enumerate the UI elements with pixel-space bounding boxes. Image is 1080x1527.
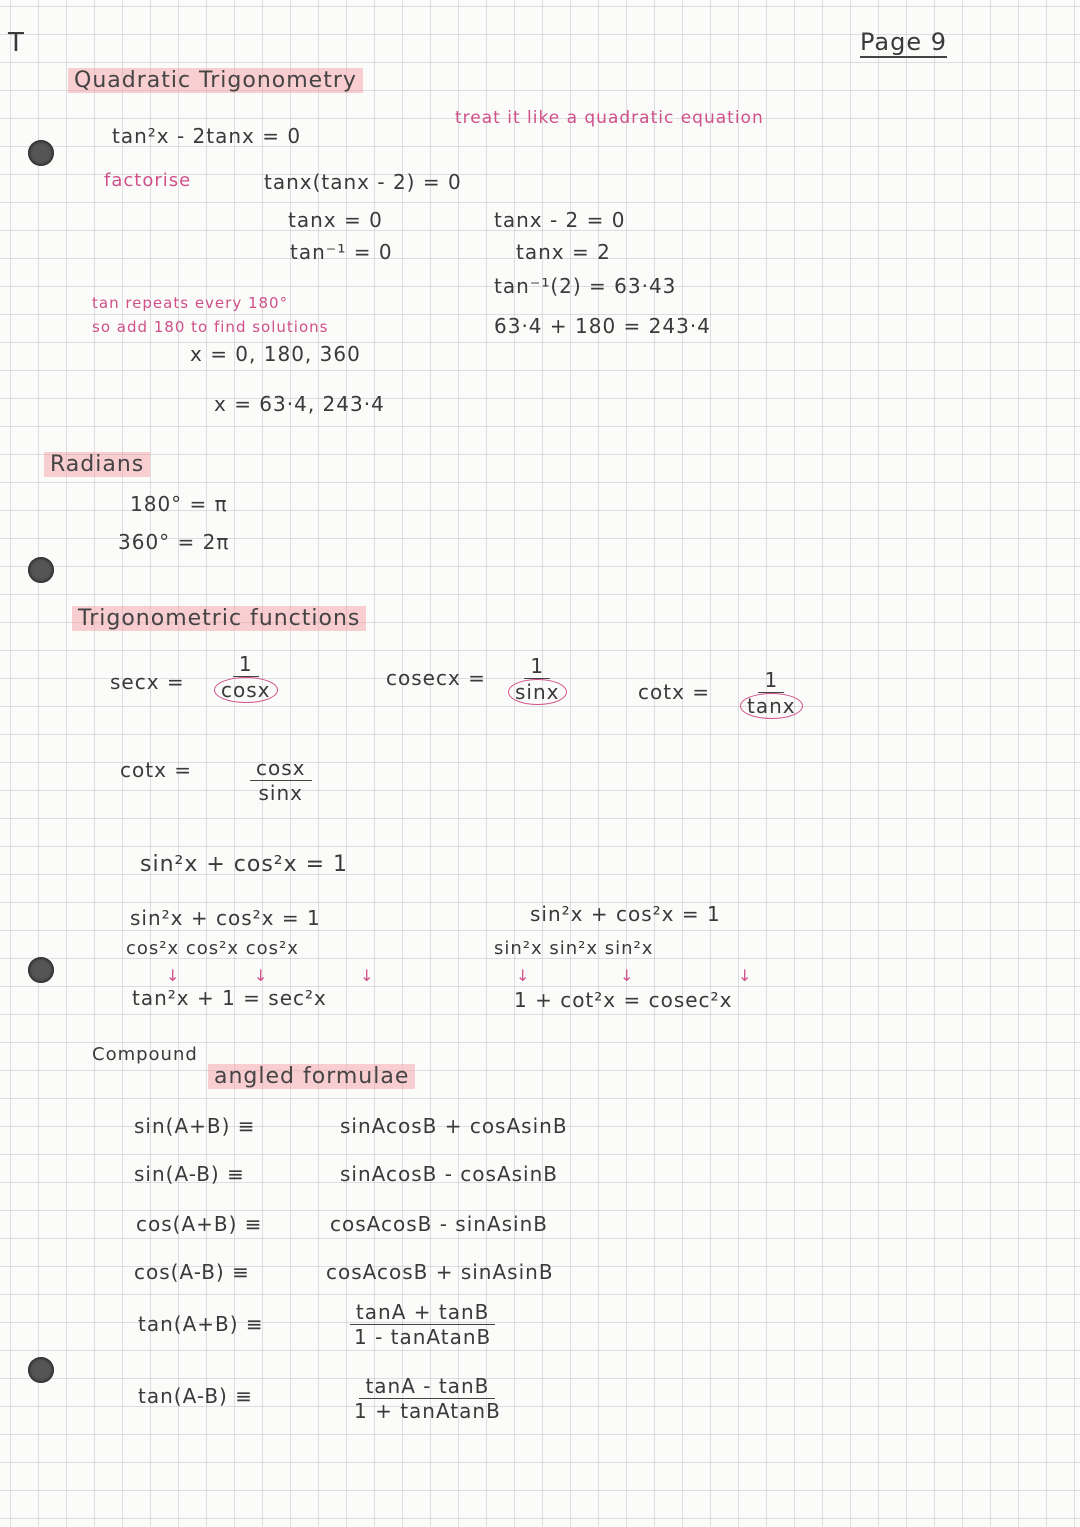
step-right: tanx = 2: [516, 240, 611, 264]
fraction-denominator: 1 + tanAtanB: [354, 1399, 501, 1423]
down-arrow-icon: ↓: [738, 966, 752, 985]
cot-definition-lhs: cotx =: [638, 680, 711, 704]
formula-lhs: tan(A+B) ≡: [138, 1312, 264, 1336]
compound-heading-word: Compound: [92, 1044, 198, 1065]
down-arrow-icon: ↓: [360, 966, 374, 985]
formula-lhs: sin(A-B) ≡: [134, 1162, 245, 1186]
sec-fraction: [214, 652, 278, 703]
fraction-denominator: 1 - tanAtanB: [354, 1325, 492, 1349]
divide-by-sin-numerator: sin²x + cos²x = 1: [530, 902, 721, 926]
solutions: x = 0, 180, 360: [190, 342, 361, 366]
fraction-denominator: sinx: [258, 781, 303, 805]
divide-by-cos-numerator: sin²x + cos²x = 1: [130, 906, 321, 930]
cot-fraction: [740, 668, 803, 719]
fraction-numerator: 1: [758, 668, 784, 693]
pythagorean-identity: sin²x + cos²x = 1: [140, 852, 349, 877]
repeat-note: so add 180 to find solutions: [92, 318, 329, 336]
fraction-numerator: 1: [524, 654, 550, 679]
sec-definition-lhs: secx =: [110, 670, 185, 694]
fraction-numerator: tanA + tanB: [350, 1300, 495, 1325]
cot-quotient-lhs: cotx =: [120, 758, 193, 782]
section-heading-trig-functions: Trigonometric functions: [72, 606, 366, 631]
formula-lhs: cos(A+B) ≡: [136, 1212, 263, 1236]
radians-line: 180° = π: [130, 492, 228, 516]
divide-by-cos-result: tan²x + 1 = sec²x: [132, 986, 327, 1010]
down-arrow-icon: ↓: [254, 966, 268, 985]
formula-lhs: sin(A+B) ≡: [134, 1114, 256, 1138]
radians-line: 360° = 2π: [118, 530, 230, 554]
binder-hole: [28, 140, 54, 166]
formula-lhs: cos(A-B) ≡: [134, 1260, 250, 1284]
fraction-numerator: cosx: [250, 756, 312, 781]
page-number: Page 9: [860, 28, 947, 56]
factorise-label: factorise: [104, 170, 192, 191]
solutions: x = 63·4, 243·4: [214, 392, 385, 416]
formula-rhs: sinAcosB - cosAsinB: [340, 1162, 558, 1186]
tan-sum-fraction: [348, 1300, 497, 1349]
down-arrow-icon: ↓: [516, 966, 530, 985]
quadratic-note: treat it like a quadratic equation: [455, 108, 764, 128]
formula-rhs: cosAcosB + sinAsinB: [326, 1260, 554, 1284]
divide-by-cos-denominator: cos²x cos²x cos²x: [126, 938, 299, 959]
step-right: tan⁻¹(2) = 63·43: [494, 274, 677, 298]
section-heading-compound: angled formulae: [208, 1064, 415, 1089]
fraction-numerator: 1: [233, 652, 259, 677]
cosec-definition-lhs: cosecx =: [386, 666, 486, 690]
repeat-note: tan repeats every 180°: [92, 294, 289, 312]
cot-quotient-fraction: [250, 756, 312, 805]
binder-hole: [28, 1357, 54, 1383]
step-right: tanx - 2 = 0: [494, 208, 626, 232]
fraction-numerator: tanA - tanB: [359, 1374, 495, 1399]
fraction-denominator: tanx: [740, 693, 803, 719]
binder-hole: [28, 557, 54, 583]
corner-mark: T: [8, 28, 25, 58]
divide-by-sin-result: 1 + cot²x = cosec²x: [514, 988, 733, 1012]
step-right: 63·4 + 180 = 243·4: [494, 314, 711, 338]
section-heading-quadratic: Quadratic Trigonometry: [68, 68, 363, 93]
section-heading-radians: Radians: [44, 452, 150, 477]
binder-hole: [28, 957, 54, 983]
tan-difference-fraction: [348, 1374, 507, 1423]
divide-by-sin-denominator: sin²x sin²x sin²x: [494, 938, 654, 959]
factored-equation: tanx(tanx - 2) = 0: [264, 170, 462, 194]
down-arrow-icon: ↓: [166, 966, 180, 985]
equation: tan²x - 2tanx = 0: [112, 124, 302, 148]
step-left: tanx = 0: [288, 208, 383, 232]
cosec-fraction: [508, 654, 567, 705]
down-arrow-icon: ↓: [620, 966, 634, 985]
fraction-denominator: cosx: [214, 677, 278, 703]
formula-rhs: sinAcosB + cosAsinB: [340, 1114, 568, 1138]
formula-rhs: cosAcosB - sinAsinB: [330, 1212, 548, 1236]
fraction-denominator: sinx: [508, 679, 567, 705]
formula-lhs: tan(A-B) ≡: [138, 1384, 253, 1408]
step-left: tan⁻¹ = 0: [290, 240, 393, 264]
